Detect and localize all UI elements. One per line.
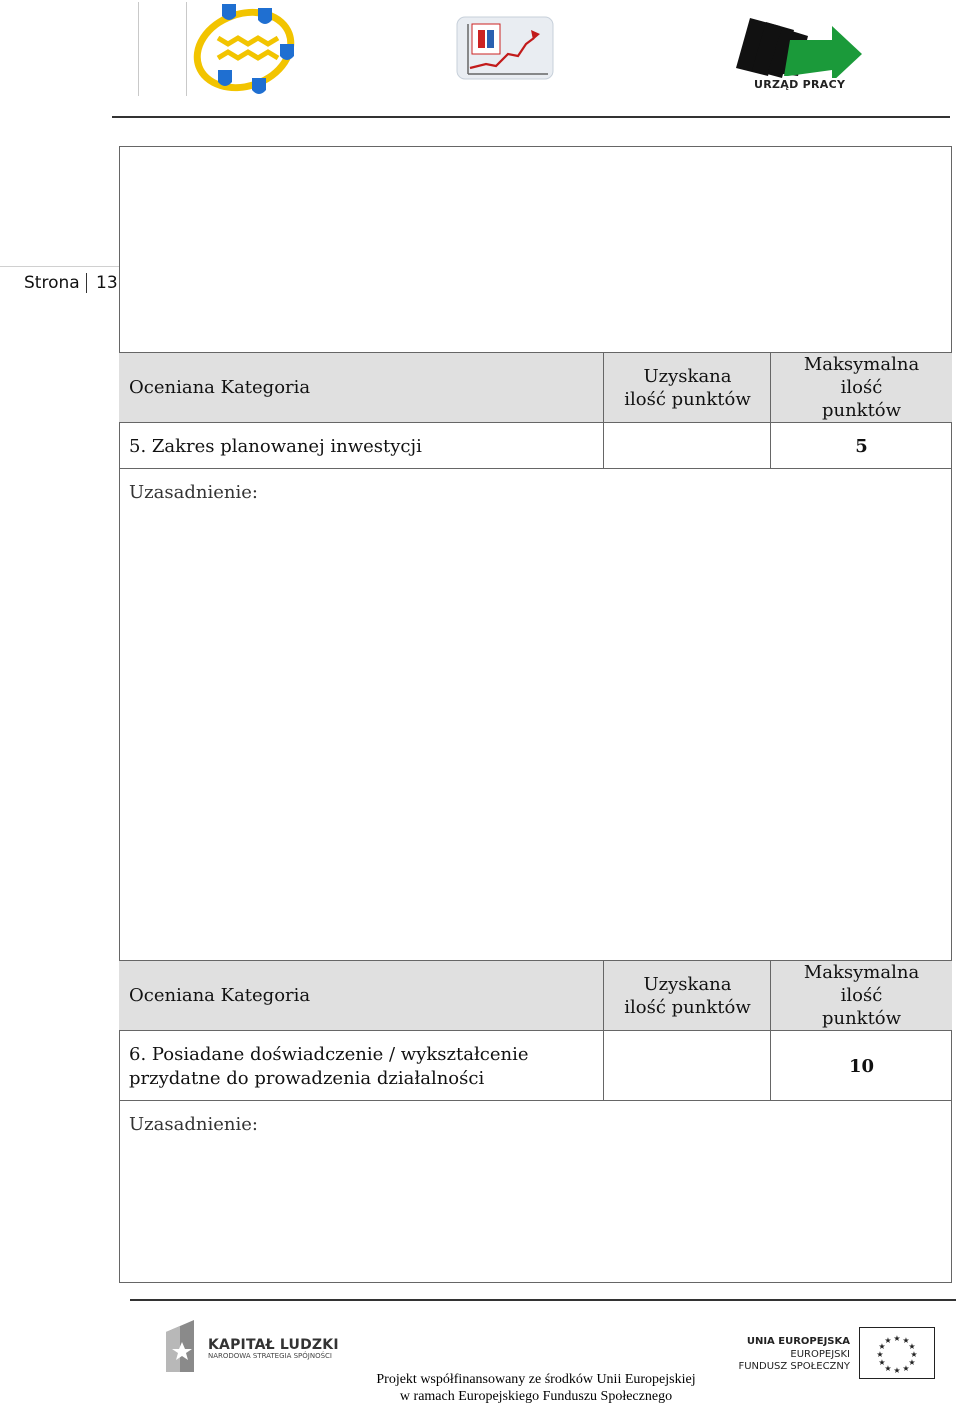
- svg-text:★: ★: [908, 1358, 916, 1367]
- svg-text:★: ★: [878, 1358, 886, 1367]
- svg-text:★: ★: [910, 1350, 918, 1359]
- maximum-header-line: Maksymalna: [803, 354, 920, 375]
- section-6-max-points: 10: [848, 1056, 875, 1077]
- section-6-item-title: [129, 1043, 529, 1091]
- page-label-separator: [86, 273, 87, 293]
- svg-text:★: ★: [902, 1336, 910, 1345]
- section-6-justification-label: Uzasadnienie:: [129, 1114, 258, 1135]
- section-5-obtained-header: [605, 365, 770, 411]
- section-6-maximum-header: [771, 961, 952, 1030]
- page-label-text: Strona: [24, 273, 80, 293]
- section-5-category-label: Oceniana Kategoria: [129, 377, 311, 398]
- kapital-ludzki-subtitle: NARODOWA STRATEGIA SPÓJNOŚCI: [208, 1352, 332, 1360]
- svg-text:★: ★: [878, 1342, 886, 1351]
- footer-line-2: w ramach Europejskiego Funduszu Społecznego: [399, 1389, 673, 1404]
- header-divider-left: [138, 2, 139, 96]
- svg-text:★: ★: [884, 1364, 892, 1373]
- maximum-header-line: ilość: [840, 985, 883, 1006]
- item-title-line: 5. Zakres planowanej inwestycji: [129, 436, 422, 457]
- obtained-header-line: ilość punktów: [624, 389, 751, 410]
- maximum-header-line: punktów: [821, 400, 902, 421]
- section-5-maximum-header: [771, 353, 952, 422]
- section-6-row-bottom: [119, 1100, 952, 1101]
- svg-text:★: ★: [876, 1350, 884, 1359]
- section-6-col-separator-1: [603, 960, 604, 1101]
- kapital-ludzki-title: KAPITAŁ LUDZKI: [208, 1337, 339, 1353]
- section-5-item-title: [129, 435, 422, 459]
- eu-text-line-1: UNIA EUROPEJSKA: [746, 1336, 850, 1347]
- section-6-col-separator-2: [770, 960, 771, 1101]
- obtained-header-line: Uzyskana: [643, 366, 732, 387]
- obtained-header-line: ilość punktów: [624, 997, 751, 1018]
- obtained-header-line: Uzyskana: [643, 974, 732, 995]
- eu-flag-icon: [859, 1327, 935, 1379]
- header-rule: [112, 116, 950, 118]
- item-title-line: 6. Posiadane doświadczenie / wykształcenie: [129, 1044, 529, 1065]
- svg-text:★: ★: [893, 1334, 901, 1343]
- maximum-header-line: ilość: [840, 377, 883, 398]
- urzad-pracy-text: URZĄD PRACY: [754, 78, 846, 91]
- footer-rule: [130, 1299, 956, 1301]
- maximum-header-line: punktów: [821, 1008, 902, 1029]
- section-5-col-separator-1: [603, 352, 604, 469]
- section-5-row-bottom: [119, 468, 952, 469]
- svg-text:★: ★: [893, 1366, 901, 1375]
- header-divider-right: [186, 2, 187, 96]
- form-frame: [119, 146, 952, 1283]
- kapital-ludzki-logo-icon: [160, 1318, 200, 1374]
- svg-text:★: ★: [884, 1336, 892, 1345]
- section-5-justification-label: Uzasadnienie:: [129, 482, 258, 503]
- regional-logo-icon: [188, 0, 300, 100]
- eu-text-line-2: EUROPEJSKI: [790, 1349, 850, 1360]
- page-number: 13: [96, 273, 118, 293]
- urzad-pracy-logo-icon: [732, 16, 866, 78]
- svg-text:★: ★: [908, 1342, 916, 1351]
- item-title-line: przydatne do prowadzenia działalności: [129, 1068, 485, 1089]
- page-label: [0, 266, 119, 301]
- section-6-category-label: Oceniana Kategoria: [129, 985, 311, 1006]
- eu-text-line-3: FUNDUSZ SPOŁECZNY: [738, 1361, 850, 1372]
- maximum-header-line: Maksymalna: [803, 962, 920, 983]
- footer-line-1: Projekt współfinansowany ze środków Unii Europejskiej: [376, 1372, 696, 1387]
- svg-text:★: ★: [902, 1364, 910, 1373]
- city-growth-logo-icon: [456, 16, 554, 80]
- section-5-max-points: 5: [855, 436, 868, 457]
- section-6-obtained-header: [605, 973, 770, 1019]
